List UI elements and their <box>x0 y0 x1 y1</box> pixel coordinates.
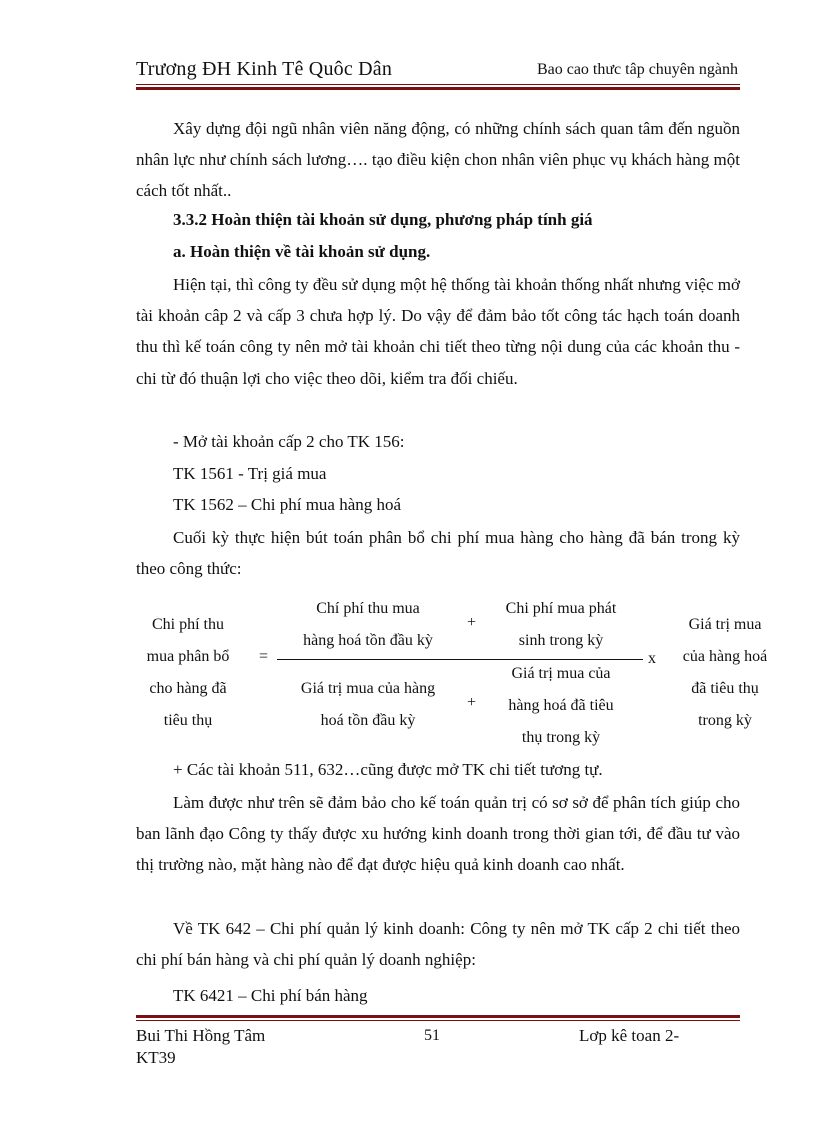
formula-denominator-a <box>278 673 458 737</box>
footer-rule-thin <box>136 1020 740 1021</box>
formula-numerator-b <box>482 593 640 657</box>
formula-rhs-line: Giá trị mua <box>688 616 762 633</box>
footer-class: Lơp kê toan 2- <box>579 1026 680 1045</box>
formula-term-line: hàng hoá tồn đầu kỳ <box>303 632 433 649</box>
formula-lhs <box>128 609 248 737</box>
formula-term-line: sinh trong kỳ <box>518 632 604 649</box>
header-report-title: Bao cao thưc tâp chuyên ngành <box>536 61 738 78</box>
formula-term-line: Giá trị mua của <box>511 665 611 682</box>
footer-author-cont: KT39 <box>136 1048 176 1067</box>
heading-3-3-2: 3.3.2 Hoàn thiện tài khoản sử dụng, phương pháp tính giá <box>173 210 593 229</box>
formula-term-line: hàng hoá đã tiêu <box>508 697 614 714</box>
formula-plus-sign: + <box>467 694 477 711</box>
heading-a: a. Hoàn thiện về tài khoản sử dụng. <box>173 242 431 261</box>
formula-term-line: Chi phí mua phát <box>505 600 617 617</box>
formula-rhs-line: của hàng hoá <box>682 648 768 665</box>
paragraph-other-accounts: + Các tài khoản 511, 632…cũng được mở TK chi tiết tương tự. <box>173 760 603 779</box>
footer-rule-thick <box>136 1015 740 1018</box>
formula-numerator-a <box>278 593 458 657</box>
paragraph-management: Làm được như trên sẽ đảm bảo cho kế toán quản trị có sơ sở để phân tích giúp cho ban lãnh đạo Công ty thấy được xu hướng kinh doanh trong thời gian tới, để đầu tư vào thị trường nào, mặt hàng nào để đạt được hiệu quả kinh doanh cao nhất. <box>136 793 740 875</box>
paragraph-staff: Xây dựng đội ngũ nhân viên năng động, có những chính sách quan tâm đến nguồn nhân lực như chính sách lương…. tạo điều kiện chon nhân viên phục vụ khách hàng một cách tốt nhất.. <box>136 119 740 201</box>
formula-rhs-line: đã tiêu thụ <box>691 680 759 697</box>
formula-lhs-line: Chi phí thu <box>151 616 224 633</box>
list-line-tk6421: TK 6421 – Chi phí bán hàng <box>173 986 368 1005</box>
formula-rhs <box>664 609 786 737</box>
formula-term-line: Chí phí thu mua <box>316 600 420 617</box>
formula-denominator-b <box>482 658 640 754</box>
header-school: Trương ĐH Kinh Tê Quôc Dân <box>136 58 393 80</box>
formula-lhs-line: mua phân bổ <box>146 648 230 665</box>
list-line-tk1561: TK 1561 - Trị giá mua <box>173 464 327 483</box>
formula-lhs-line: tiêu thụ <box>163 712 213 729</box>
paragraph-tk642: Về TK 642 – Chi phí quản lý kinh doanh: Công ty nên mở TK cấp 2 chi tiết theo chi phí bán hàng và chi phí quản lý doanh nghiệp: <box>136 919 740 970</box>
formula-term-line: hoá tồn đầu kỳ <box>320 712 416 729</box>
formula-term-line: thụ trong kỳ <box>521 729 601 746</box>
formula-rhs-line: trong kỳ <box>698 712 752 729</box>
formula-equals-sign: = <box>259 648 269 665</box>
paragraph-accounts: Hiện tại, thì công ty đều sử dụng một hệ thống tài khoản thống nhất nhưng việc mở tài khoản câp 2 và cấp 3 chưa hợp lý. Do vậy để đảm bảo tốt công tác hạch toán doanh thu thì kế toán công ty nên mở tài khoản chi tiết theo từng nội dung của các khoản thu - chi từ đó thuận lợi cho việc theo dõi, kiểm tra đối chiếu. <box>136 275 740 388</box>
page-number: 51 <box>424 1027 440 1044</box>
paragraph-allocation: Cuối kỳ thực hiện bút toán phân bổ chi phí mua hàng cho hàng đã bán trong kỳ theo công thức: <box>136 528 740 579</box>
formula-lhs-line: cho hàng đã <box>149 680 227 697</box>
formula-times-sign: x <box>648 650 656 667</box>
list-line-tk156: - Mở tài khoản cấp 2 cho TK 156: <box>173 432 405 451</box>
header-rule-thick <box>136 87 740 90</box>
formula-term-line: Giá trị mua của hàng <box>300 680 436 697</box>
header-rule-thin <box>136 84 740 85</box>
footer-author: Bui Thi Hồng Tâm <box>136 1026 266 1045</box>
list-line-tk1562: TK 1562 – Chi phí mua hàng hoá <box>173 495 402 514</box>
formula-plus-sign: + <box>467 614 477 631</box>
